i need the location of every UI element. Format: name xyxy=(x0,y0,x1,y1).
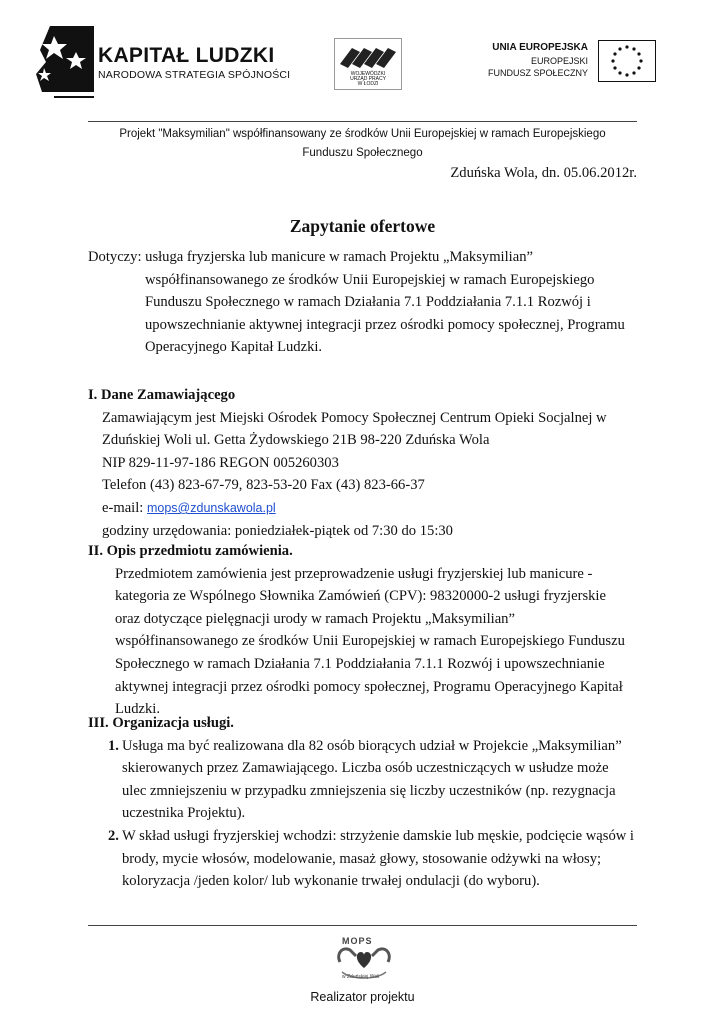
section-1 xyxy=(88,384,648,542)
section-1-line: Telefon (43) 823-67-79, 823-53-20 Fax (43) 823-66-37 xyxy=(102,477,425,494)
header-divider xyxy=(88,121,637,122)
email-label: e-mail: xyxy=(102,499,147,516)
section-1-heading: I. Dane Zamawiającego xyxy=(88,387,236,403)
wup-line-1: WOJEWÓDZKI xyxy=(350,71,386,77)
eu-line-2: FUNDUSZ SPOŁECZNY xyxy=(487,68,588,78)
kapital-ludzki-logo xyxy=(32,22,292,102)
dotyczy-line: upowszechnianie aktywnej integracji przez ośrodki pomocy społecznej, Programu xyxy=(145,316,625,333)
section-2-line: współfinansowanego ze środków Unii Europejskiej w ramach Europejskiego Funduszu xyxy=(115,633,625,650)
section-3-heading: III. Organizacja usługi. xyxy=(88,715,234,731)
project-line-2: Funduszu Społecznego xyxy=(302,147,423,159)
section-1-line: NIP 829-11-97-186 REGON 005260303 xyxy=(102,454,339,471)
kl-title: KAPITAŁ LUDZKI xyxy=(98,44,275,67)
section-2 xyxy=(88,540,648,721)
section-2-line: Przedmiotem zamówienia jest przeprowadzenie usługi fryzjerskiej lub manicure - xyxy=(115,565,593,582)
eu-title: UNIA EUROPEJSKA xyxy=(492,42,588,53)
page-title: Zapytanie ofertowe xyxy=(289,216,436,236)
list-number: 1. xyxy=(108,737,119,754)
section-3 xyxy=(88,712,653,893)
dotyczy-line: Funduszu Społecznego w ramach Działania 7.1 Poddziałania 7.1.1 Rozwój i xyxy=(145,294,591,311)
section-1-line: Zamawiającym jest Miejski Ośrodek Pomocy Społecznej Centrum Opieki Socjalnej w xyxy=(102,409,607,426)
dotyczy-line: współfinansowanego ze środków Unii Europejskiej w ramach Europejskiego xyxy=(145,271,595,288)
email-line xyxy=(102,497,648,520)
wup-logo xyxy=(334,38,402,90)
place-date: Zduńska Wola, dn. 05.06.2012r. xyxy=(450,165,637,181)
section-2-line: kategoria ze Wspólnego Słownika Zamówień (CPV): 98320000-2 usługi fryzjerskie xyxy=(115,588,606,605)
email-link[interactable]: mops@zdunskawola.pl xyxy=(146,500,276,515)
eu-line-1: EUROPEJSKI xyxy=(530,56,588,66)
list-item-line: uczestnika Projektu). xyxy=(122,805,246,822)
dotyczy-first-line: Dotyczy: usługa fryzjerska lub manicure w ramach Projektu „Maksymilian” xyxy=(88,249,533,265)
dotyczy-line: Operacyjnego Kapitał Ludzki. xyxy=(145,339,323,356)
eu-flag-icon xyxy=(598,40,656,82)
eu-logo xyxy=(488,38,668,88)
section-2-line: aktywnej integracji przez ośrodki pomocy społecznej, Programu Operacyjnego Kapitał xyxy=(115,678,623,695)
project-line-1: Projekt "Maksymilian" współfinansowany ze środków Unii Europejskiej w ramach Europejskiego xyxy=(119,128,606,140)
section-2-line: Społecznego w ramach Działania 7.1 Poddziałania 7.1.1 Rozwój i upowszechnianie xyxy=(115,655,605,672)
kl-subtitle: NARODOWA STRATEGIA SPÓJNOŚCI xyxy=(98,69,291,81)
list-item-line: W skład usługi fryzjerskiej wchodzi: strzyżenie damskie lub męskie, podcięcie wąsów i xyxy=(122,827,634,844)
list-item-line: brody, mycie włosów, modelowanie, masaż głowy, stosowanie odżywki na włosy; xyxy=(122,850,602,867)
list-item-line: ulec zmniejszeniu w przypadku zmniejszenia się liczby uczestników (np. rezygnacja xyxy=(122,782,616,799)
office-hours: godziny urzędowania: poniedziałek-piątek od 7:30 do 15:30 xyxy=(102,522,453,539)
list-item-line: koloryzacja /jeden kolor/ lub wykonanie trwałej ondulacji (do wyboru). xyxy=(122,873,540,890)
list-number: 2. xyxy=(108,827,119,844)
section-2-heading: II. Opis przedmiotu zamówienia. xyxy=(88,543,293,559)
list-item-line: skierowanych przez Zamawiającego. Liczba osób uczestniczących w usłudze może xyxy=(122,760,609,777)
section-2-line: oraz dotyczące pielęgnacji urody w ramach Projektu „Maksymilian” xyxy=(115,610,515,627)
mops-logo-text: MOPS xyxy=(342,936,373,946)
footer-divider xyxy=(88,925,637,926)
kapital-ludzki-emblem-icon xyxy=(32,22,102,98)
mops-logo xyxy=(332,932,396,984)
section-2-line: Ludzki. xyxy=(115,701,160,718)
dotyczy-block xyxy=(88,246,648,359)
mops-logo-sub: w Zduńskiej Woli xyxy=(342,974,380,980)
section-1-line: Zduńskiej Woli ul. Getta Żydowskiego 21B 98-220 Zduńska Wola xyxy=(102,432,490,449)
wup-arrows-icon xyxy=(336,42,400,72)
list-item xyxy=(88,735,653,825)
footer-caption: Realizator projektu xyxy=(310,990,415,1004)
list-item xyxy=(88,825,653,893)
wup-line-2: URZĄD PRACY xyxy=(350,76,386,82)
list-item-line: Usługa ma być realizowana dla 82 osób biorących udział w Projekcie „Maksymilian” xyxy=(122,737,622,754)
wup-line-3: W ŁODZI xyxy=(357,81,379,87)
